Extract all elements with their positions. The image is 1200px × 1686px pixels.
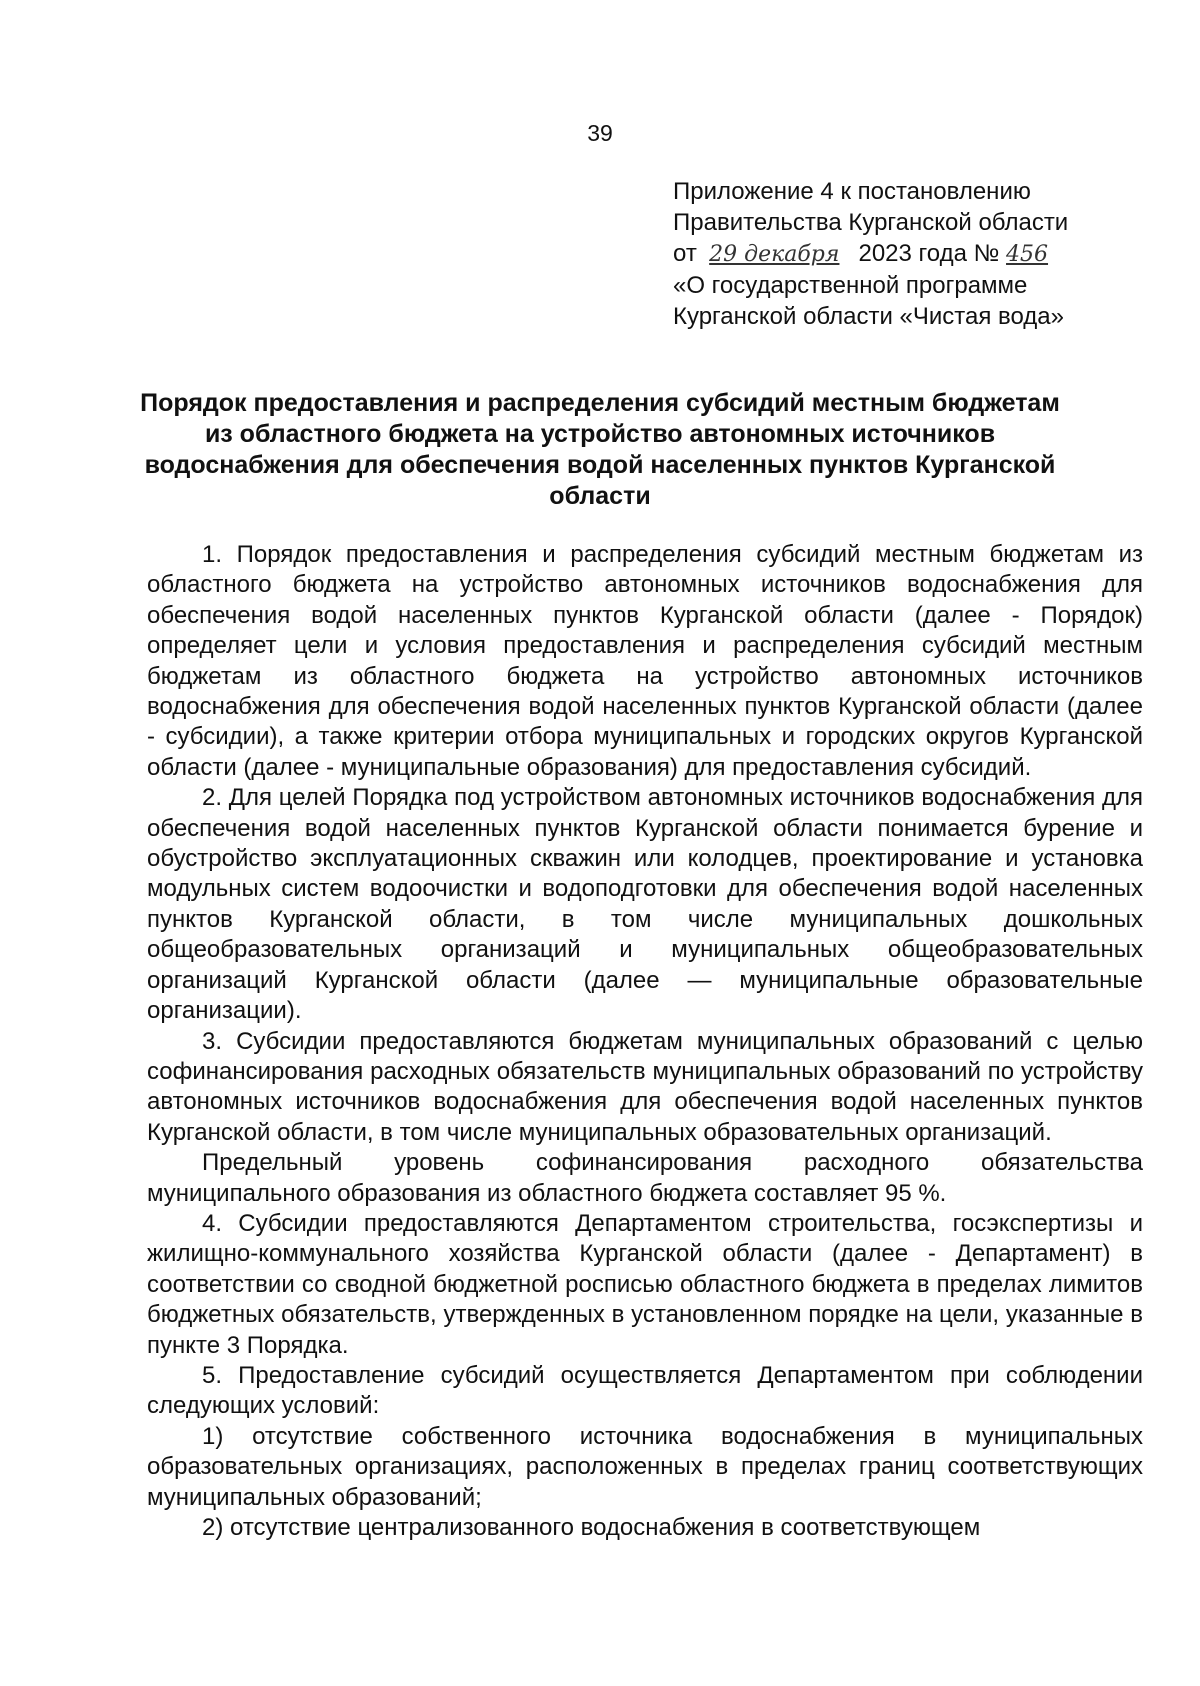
paragraph-5: 5. Предоставление субсидий осуществляется Департаментом при соблюдении следующих условий:	[147, 1361, 1143, 1420]
handwritten-number: 456	[1006, 242, 1049, 267]
paragraph-3: 3. Субсидии предоставляются бюджетам муниципальных образований с целью софинансирования расходных обязательств муниципальных образований по устройству автономных источников водоснабжения для обеспечения водой населенных пунктов Курганской области, в том числе муниципальных образовательных организаций.	[147, 1027, 1143, 1146]
appendix-line-4: «О государственной программе	[673, 272, 1028, 299]
date-prefix: от	[673, 240, 697, 267]
date-suffix: 2023 года №	[858, 240, 1000, 267]
appendix-date-line	[673, 238, 1113, 270]
appendix-line-5: Курганской области «Чистая вода»	[673, 303, 1064, 330]
condition-1: 1) отсутствие собственного источника водоснабжения в муниципальных образовательных организациях, расположенных в пределах границ соответствующих муниципальных образований;	[147, 1422, 1143, 1511]
paragraph-1: 1. Порядок предоставления и распределения субсидий местным бюджетам из областного бюджета на устройство автономных источников водоснабжения для обеспечения водой населенных пунктов Курганской области (далее - Порядок) определяет цели и условия предоставления и распределения субсидий местным бюджетам из областного бюджета на устройство автономных источников водоснабжения для обеспечения водой населенных пунктов Курганской области (далее - субсидии), а также критерии отбора муниципальных и городских округов Курганской области (далее - муниципальные образования) для предоставления субсидий.	[147, 541, 1143, 781]
document-body	[147, 540, 1143, 1543]
paragraph-2: 2. Для целей Порядка под устройством автономных источников водоснабжения для обеспечения водой населенных пунктов Курганской области понимается бурение и обустройство эксплуатационных скважин или колодцев, проектирование и установка модульных систем водоочистки и водоподготовки для обеспечения водой населенных пунктов Курганской области, в том числе муниципальных дошкольных общеобразовательных организаций и муниципальных общеобразовательных организаций Курганской области (далее — муниципальные образовательные организации).	[147, 784, 1143, 1025]
condition-2: 2) отсутствие централизованного водоснабжения в соответствующем	[202, 1514, 981, 1541]
page-number: 39	[587, 120, 613, 146]
paragraph-4: 4. Субсидии предоставляются Департаментом строительства, госэкспертизы и жилищно-коммунального хозяйства Курганской области (далее - Департамент) в соответствии со сводной бюджетной росписью областного бюджета в пределах лимитов бюджетных обязательств, утвержденных в установленном порядке на цели, указанные в пункте 3 Порядка.	[147, 1209, 1143, 1359]
paragraph-3-cofinancing: Предельный уровень софинансирования расходного обязательства муниципального образования из областного бюджета составляет 95 %.	[147, 1149, 1143, 1207]
handwritten-date: 29 декабря	[709, 242, 840, 267]
document-title: Порядок предоставления и распределения субсидий местным бюджетам из областного бюджета на устройство автономных источников водоснабжения для обеспечения водой населенных пунктов Курганской области	[140, 389, 1060, 510]
appendix-line-2: Правительства Курганской области	[673, 209, 1069, 236]
appendix-line-1: Приложение 4 к постановлению	[673, 178, 1031, 205]
appendix-header	[673, 176, 1113, 332]
